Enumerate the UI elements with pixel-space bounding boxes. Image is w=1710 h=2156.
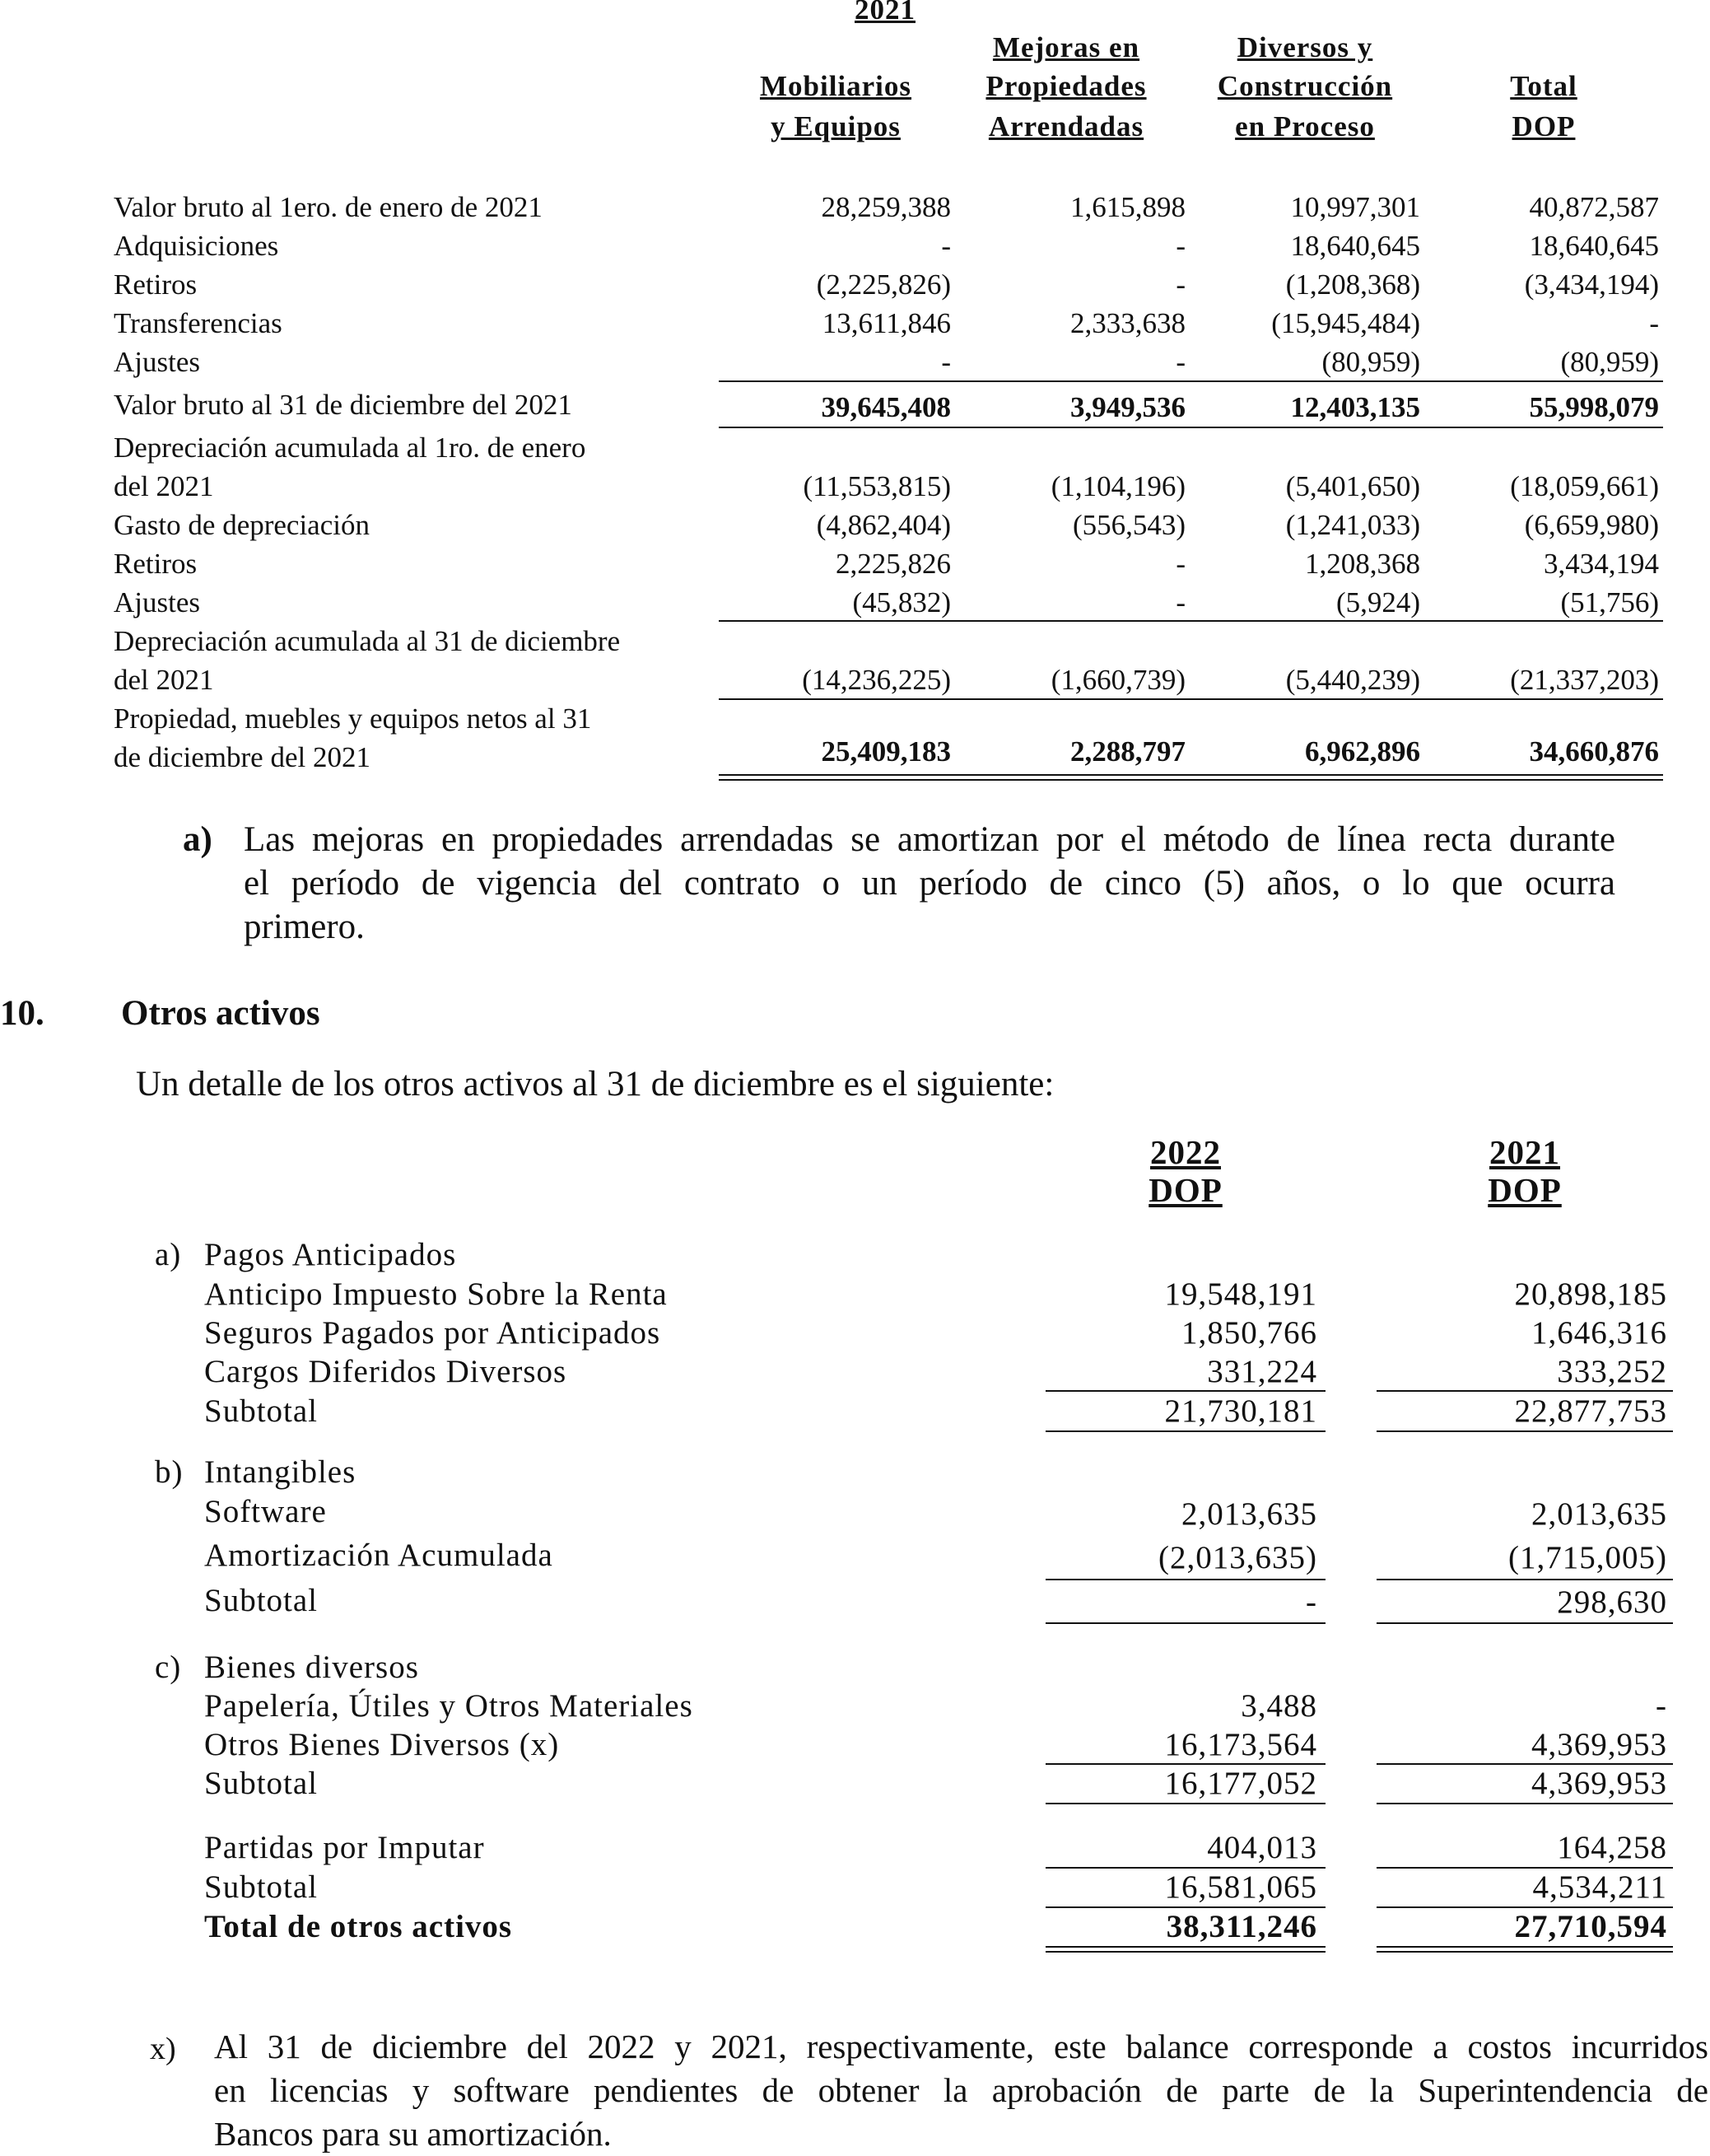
cell-2021: 298,630 — [1557, 1584, 1667, 1620]
cell: 2,333,638 — [1070, 307, 1186, 339]
group-title: Bienes diversos — [204, 1650, 419, 1685]
cell: (21,337,203) — [1510, 664, 1659, 696]
group-marker: a) — [155, 1237, 182, 1272]
cell-2021: 1,646,316 — [1531, 1315, 1667, 1351]
cell: 10,997,301 — [1290, 191, 1420, 223]
section-number: 10. — [0, 994, 44, 1033]
item-label: Subtotal — [204, 1583, 319, 1618]
item-label: Partidas por Imputar — [204, 1830, 485, 1865]
col-header-diversos-2: Construcción — [1217, 70, 1393, 102]
cell: 39,645,408 — [821, 391, 951, 423]
cell: (2,225,826) — [816, 268, 951, 301]
cell: (45,832) — [852, 586, 951, 618]
rule — [1377, 1579, 1673, 1580]
cell: 55,998,079 — [1529, 391, 1659, 423]
rule — [1377, 1803, 1673, 1804]
item-label: Seguros Pagados por Anticipados — [204, 1315, 661, 1351]
note-x-marker: x) — [150, 2032, 176, 2066]
note-x-line: Bancos para su amortización. — [214, 2115, 612, 2153]
cell-2021: 4,369,953 — [1531, 1727, 1667, 1762]
row-label: Valor bruto al 31 de diciembre del 2021 — [114, 389, 572, 421]
rule — [1046, 1430, 1326, 1432]
col-2021-year: 2021 — [1489, 1133, 1560, 1171]
cell-2021: 164,258 — [1557, 1830, 1667, 1865]
col-header-mejoras-3: Arrendadas — [988, 110, 1144, 142]
cell: - — [1176, 586, 1186, 618]
cell: 6,962,896 — [1305, 735, 1420, 768]
rule — [719, 427, 1663, 428]
double-rule — [1377, 1946, 1673, 1953]
col-header-mejoras-1: Mejoras en — [992, 31, 1140, 63]
cell: (6,659,980) — [1524, 509, 1659, 541]
item-label: Cargos Diferidos Diversos — [204, 1354, 567, 1389]
cell-2022: 3,488 — [1241, 1688, 1317, 1724]
cell-2022: 16,581,065 — [1164, 1869, 1317, 1905]
row-label: Ajustes — [114, 346, 200, 378]
cell: 13,611,846 — [822, 307, 951, 339]
cell: (5,401,650) — [1285, 470, 1420, 502]
cell: (14,236,225) — [802, 664, 951, 696]
col-header-total-1: Total — [1510, 70, 1577, 102]
note-a-line: el período de vigencia del contrato o un período de cinco (5) años, o lo que ocurra — [244, 864, 1615, 903]
cell-2022: 404,013 — [1207, 1830, 1317, 1865]
rule — [1377, 1430, 1673, 1432]
group-title: Intangibles — [204, 1454, 356, 1490]
cell: - — [941, 230, 951, 262]
cell: (3,434,194) — [1524, 268, 1659, 301]
cell: (5,924) — [1335, 586, 1420, 618]
cell: 18,640,645 — [1290, 230, 1420, 262]
cell-2022: 16,177,052 — [1164, 1766, 1317, 1801]
note-x-line: en licencias y software pendientes de obtener la aprobación de parte de la Superintendencia de — [214, 2071, 1708, 2109]
cell: 40,872,587 — [1529, 191, 1659, 223]
rule — [1046, 1622, 1326, 1624]
note-a-line: primero. — [244, 908, 365, 946]
cell: - — [1176, 548, 1186, 580]
cell-2021: - — [1656, 1688, 1667, 1724]
cell: 25,409,183 — [821, 735, 951, 768]
item-label: Papelería, Útiles y Otros Materiales — [204, 1688, 693, 1724]
cell: (80,959) — [1560, 346, 1659, 378]
rule — [1377, 1622, 1673, 1624]
cell: (556,543) — [1072, 509, 1186, 541]
cell: 34,660,876 — [1529, 735, 1659, 768]
note-a-marker: a) — [183, 820, 212, 859]
col-header-total-2: DOP — [1512, 110, 1576, 142]
note-a-line: Las mejoras en propiedades arrendadas se amortizan por el método de línea recta durante — [244, 820, 1615, 859]
cell: (11,553,815) — [803, 470, 951, 502]
cell: (51,756) — [1560, 586, 1659, 618]
rule — [1046, 1803, 1326, 1804]
cell-2022: 1,850,766 — [1181, 1315, 1317, 1351]
col-header-mobiliarios-1: Mobiliarios — [759, 70, 912, 102]
cell: (5,440,239) — [1285, 664, 1420, 696]
rule — [719, 698, 1663, 700]
col-header-mobiliarios-2: y Equipos — [771, 110, 901, 142]
row-label: Depreciación acumulada al 1ro. de enero — [114, 432, 586, 464]
group-title: Pagos Anticipados — [204, 1237, 457, 1272]
row-label: Valor bruto al 1ero. de enero de 2021 — [114, 191, 543, 223]
row-label: Depreciación acumulada al 31 de diciembre — [114, 625, 621, 657]
cell: (1,660,739) — [1051, 664, 1186, 696]
cell: (1,208,368) — [1285, 268, 1420, 301]
cell: 2,288,797 — [1070, 735, 1186, 768]
cell-2021: 2,013,635 — [1531, 1496, 1667, 1532]
cell-2022: - — [1306, 1584, 1317, 1620]
cell-2022: 331,224 — [1207, 1354, 1317, 1389]
cell: 1,615,898 — [1070, 191, 1186, 223]
cell: - — [1649, 307, 1659, 339]
note-x-line: Al 31 de diciembre del 2022 y 2021, respectivamente, este balance corresponde a costos incurridos — [214, 2028, 1708, 2065]
item-label: Otros Bienes Diversos (x) — [204, 1727, 560, 1762]
cell-2021: (1,715,005) — [1508, 1540, 1667, 1575]
row-label: del 2021 — [114, 664, 214, 696]
cell-2022: 21,730,181 — [1164, 1393, 1317, 1429]
cell: (15,945,484) — [1271, 307, 1420, 339]
cell: 3,434,194 — [1544, 548, 1659, 580]
cell-2022: 19,548,191 — [1164, 1276, 1317, 1312]
cell: 1,208,368 — [1305, 548, 1420, 580]
group-marker: c) — [155, 1650, 182, 1685]
total-label: Total de otros activos — [204, 1909, 513, 1944]
table1-year: 2021 — [855, 0, 916, 26]
row-label: del 2021 — [114, 470, 214, 502]
cell-2022: (2,013,635) — [1158, 1540, 1317, 1575]
rule — [1046, 1579, 1326, 1580]
cell: - — [1176, 230, 1186, 262]
cell: 18,640,645 — [1529, 230, 1659, 262]
cell-2021: 4,369,953 — [1531, 1766, 1667, 1801]
group-marker: b) — [155, 1454, 184, 1490]
col-header-mejoras-2: Propiedades — [985, 70, 1147, 102]
cell: 28,259,388 — [821, 191, 951, 223]
item-label: Anticipo Impuesto Sobre la Renta — [204, 1276, 668, 1312]
cell: (4,862,404) — [816, 509, 951, 541]
cell-2022: 2,013,635 — [1181, 1496, 1317, 1532]
cell: (80,959) — [1321, 346, 1420, 378]
cell: (1,241,033) — [1285, 509, 1420, 541]
col-2022-currency: DOP — [1149, 1171, 1223, 1209]
section-intro: Un detalle de los otros activos al 31 de diciembre es el siguiente: — [136, 1065, 1055, 1104]
cell-2021: 4,534,211 — [1532, 1869, 1667, 1905]
row-label: Gasto de depreciación — [114, 509, 370, 541]
cell: 2,225,826 — [836, 548, 951, 580]
rule — [719, 620, 1663, 622]
cell: 12,403,135 — [1290, 391, 1420, 423]
cell: 3,949,536 — [1070, 391, 1186, 423]
cell-2021: 333,252 — [1557, 1354, 1667, 1389]
row-label: Retiros — [114, 548, 198, 580]
col-header-diversos-3: en Proceso — [1235, 110, 1375, 142]
double-rule — [719, 774, 1663, 781]
col-2021-currency: DOP — [1488, 1171, 1562, 1209]
double-rule — [1046, 1946, 1326, 1953]
rule — [719, 380, 1663, 382]
row-label: Propiedad, muebles y equipos netos al 31 — [114, 702, 592, 735]
cell: - — [941, 346, 951, 378]
item-label: Subtotal — [204, 1766, 319, 1801]
item-label: Subtotal — [204, 1869, 319, 1905]
section-title: Otros activos — [121, 994, 320, 1033]
cell-2021: 20,898,185 — [1514, 1276, 1667, 1312]
cell: (18,059,661) — [1510, 470, 1659, 502]
cell: (1,104,196) — [1051, 470, 1186, 502]
cell-2022: 16,173,564 — [1164, 1727, 1317, 1762]
row-label: de diciembre del 2021 — [114, 741, 370, 773]
row-label: Transferencias — [114, 307, 282, 339]
cell: - — [1176, 268, 1186, 301]
row-label: Adquisiciones — [114, 230, 279, 262]
total-2022: 38,311,246 — [1166, 1909, 1317, 1944]
item-label: Subtotal — [204, 1393, 319, 1429]
cell-2021: 22,877,753 — [1514, 1393, 1667, 1429]
col-header-diversos-1: Diversos y — [1237, 31, 1373, 63]
total-2021: 27,710,594 — [1514, 1909, 1667, 1944]
item-label: Amortización Acumulada — [204, 1538, 553, 1573]
row-label: Retiros — [114, 268, 198, 301]
row-label: Ajustes — [114, 586, 200, 618]
item-label: Software — [204, 1494, 327, 1529]
col-2022-year: 2022 — [1150, 1133, 1221, 1171]
cell: - — [1176, 346, 1186, 378]
